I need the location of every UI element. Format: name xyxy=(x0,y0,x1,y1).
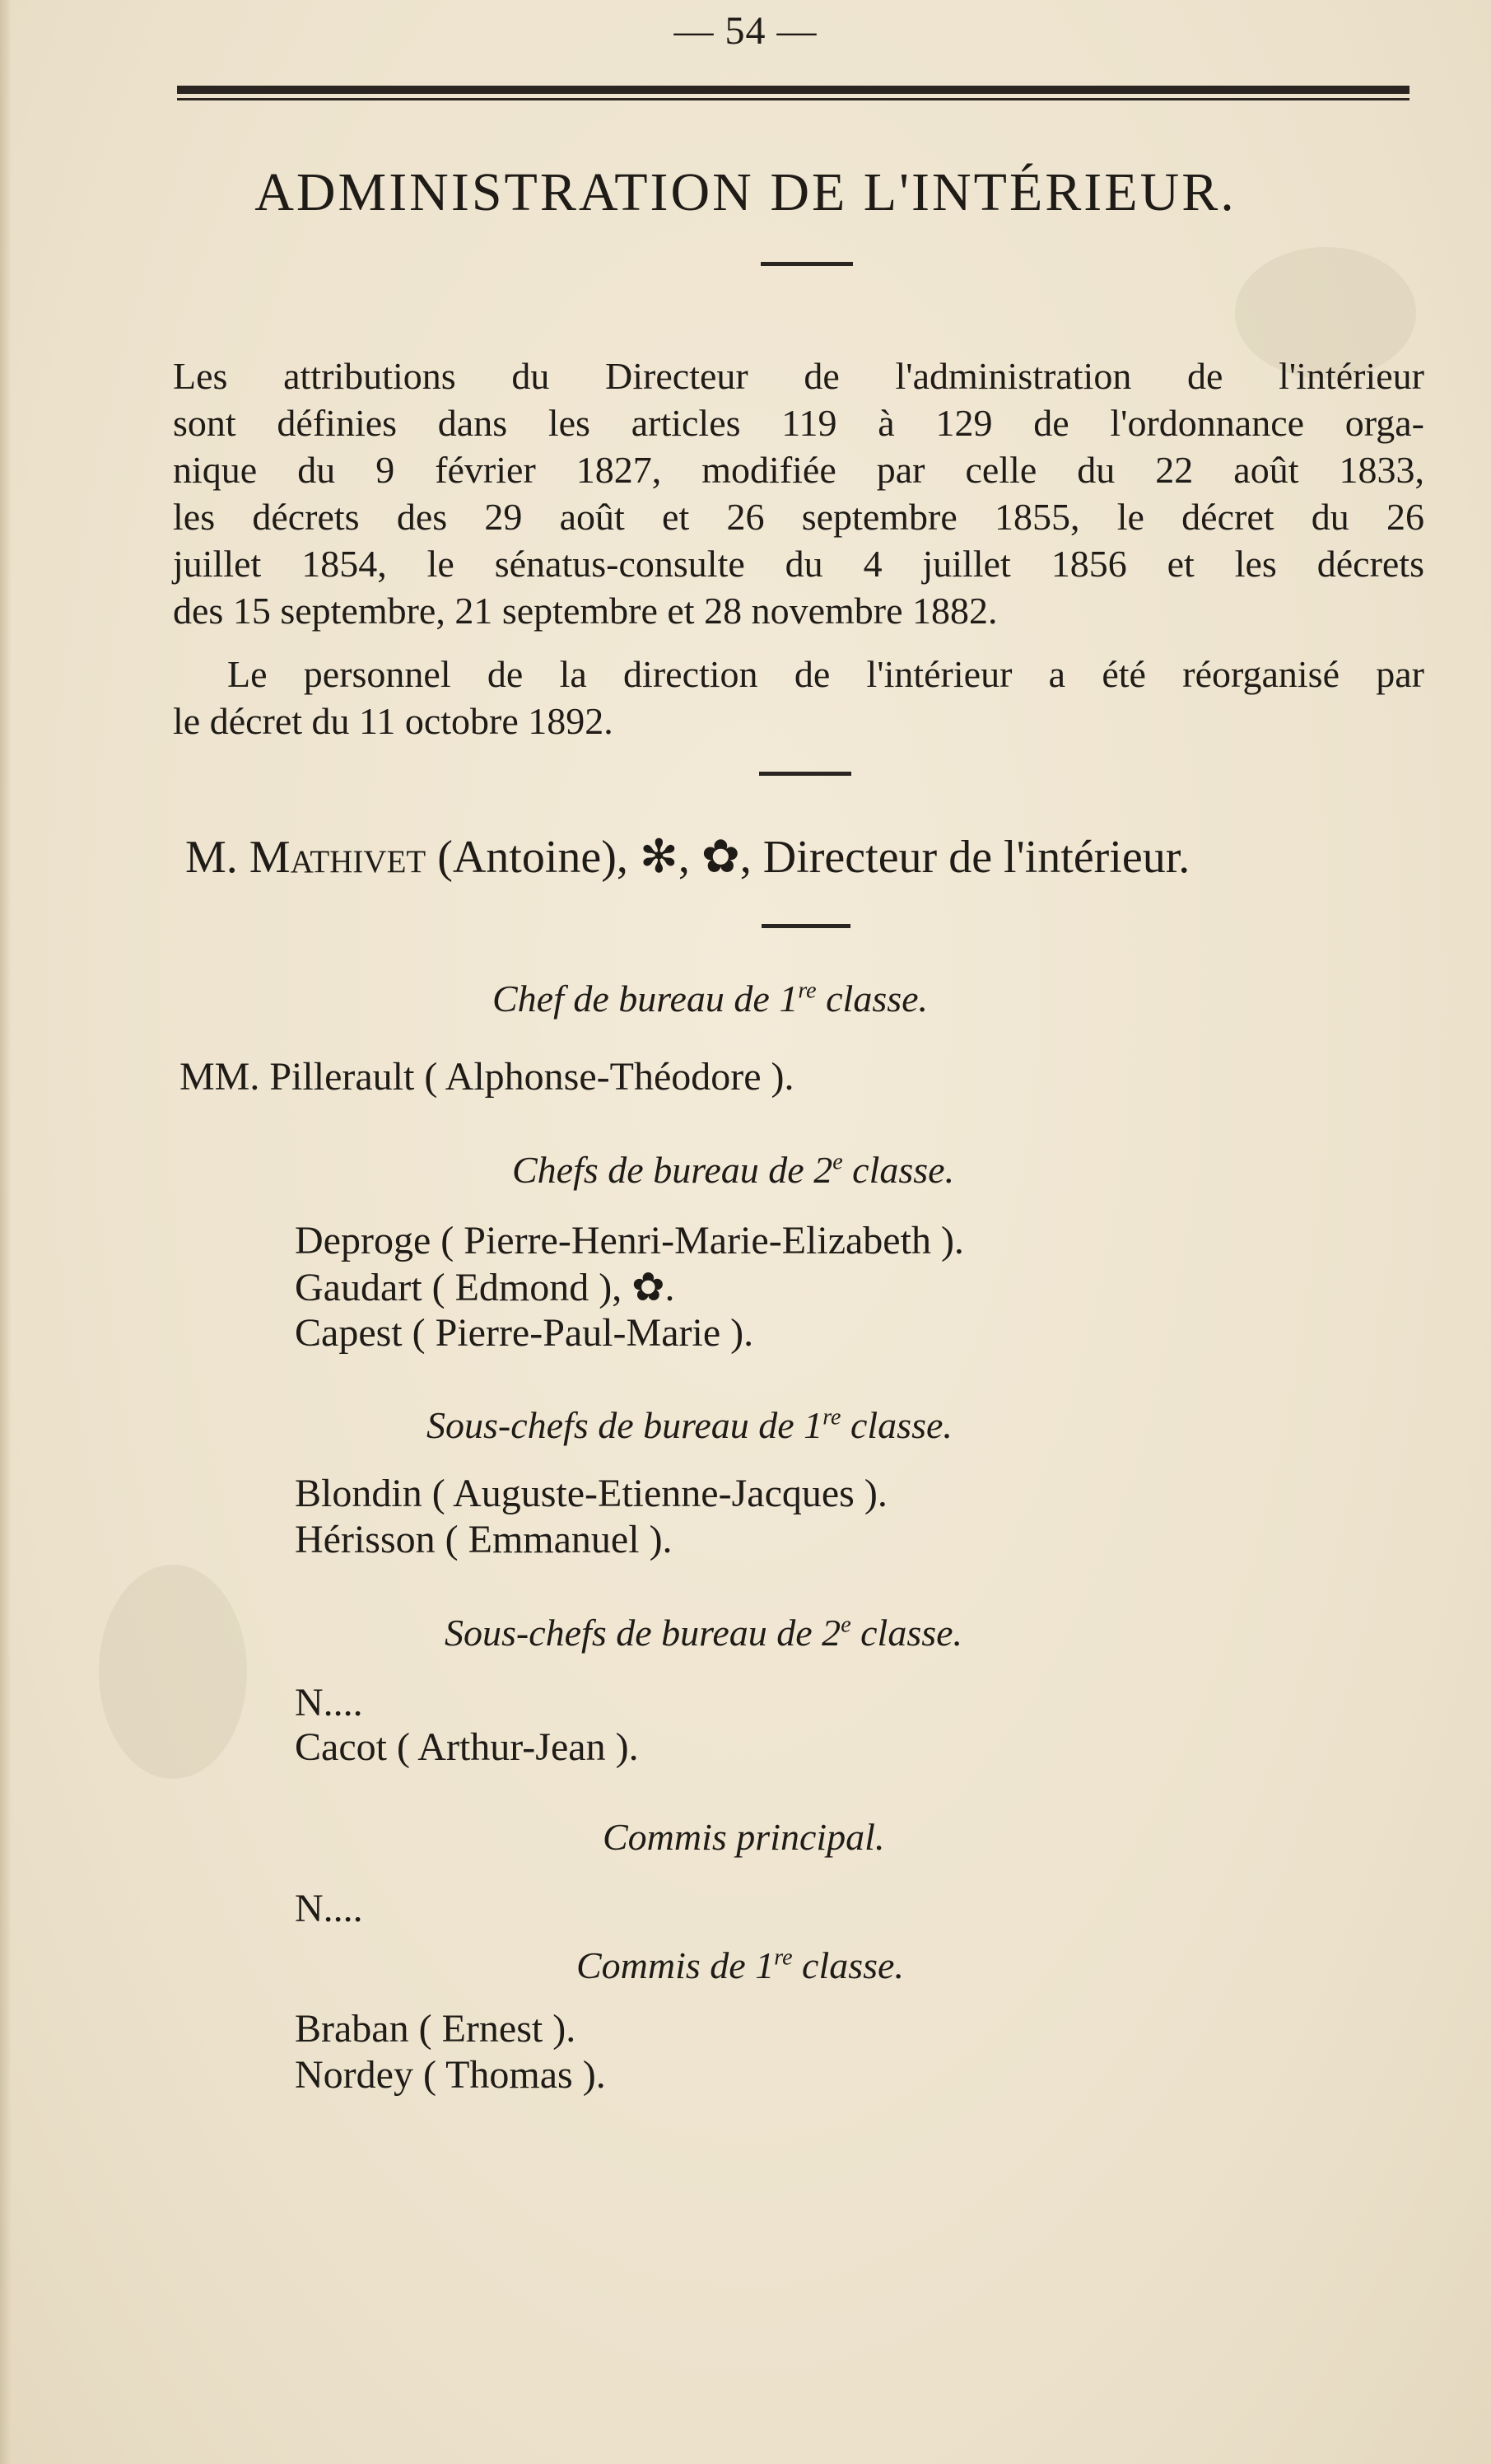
staff-entry: Braban ( Ernest ). xyxy=(295,2007,576,2051)
intro-line: des 15 septembre, 21 septembre et 28 novembre 1882. xyxy=(173,590,998,632)
intro-paragraph xyxy=(173,352,1424,634)
director-line xyxy=(185,830,1190,884)
page-edge-shadow xyxy=(0,0,12,2464)
staff-entry: Gaudart ( Edmond ), ✿. xyxy=(295,1266,675,1309)
director-surname: Mathivet xyxy=(249,832,426,883)
personnel-line: le décret du 11 octobre 1892. xyxy=(173,700,613,742)
director-prefix: M. xyxy=(185,832,238,883)
section-heading: ADMINISTRATION DE L'INTÉRIEUR. xyxy=(254,162,1237,222)
staff-entry: Hérisson ( Emmanuel ). xyxy=(295,1518,673,1561)
paper-stain xyxy=(99,1565,247,1779)
staff-entry: Blondin ( Auguste-Etienne-Jacques ). xyxy=(295,1472,888,1515)
section-title: Chef de bureau de 1re classe. xyxy=(492,978,929,1020)
director-divider xyxy=(762,924,850,928)
staff-entry: N.... xyxy=(295,1887,363,1930)
staff-entry: MM. Pillerault ( Alphonse-Théodore ). xyxy=(179,1055,794,1099)
intro-line: juillet 1854, le sénatus-consulte du 4 juillet 1856 et les décrets xyxy=(173,543,1424,585)
intro-line: Les attributions du Directeur de l'administration de l'intérieur xyxy=(173,355,1424,397)
intro-line: nique du 9 février 1827, modifiée par celle du 22 août 1833, xyxy=(173,449,1424,491)
page-number: — 54 — xyxy=(673,9,818,53)
section-title: Commis de 1re classe. xyxy=(576,1944,904,1986)
header-rule-thick xyxy=(177,86,1409,94)
section-title: Chefs de bureau de 2e classe. xyxy=(512,1149,955,1191)
paragraph-divider xyxy=(759,772,851,776)
personnel-line: Le personnel de la direction de l'intérieur a été réorganisé par xyxy=(227,653,1424,695)
staff-entry: Capest ( Pierre-Paul-Marie ). xyxy=(295,1311,754,1355)
section-title: Commis principal. xyxy=(603,1816,885,1858)
header-rule-thin xyxy=(177,98,1409,100)
section-title: Sous-chefs de bureau de 2e classe. xyxy=(445,1612,963,1654)
staff-entry: Nordey ( Thomas ). xyxy=(295,2053,606,2097)
staff-entry: Deproge ( Pierre-Henri-Marie-Elizabeth ). xyxy=(295,1219,964,1262)
personnel-paragraph xyxy=(173,651,1424,744)
section-title: Sous-chefs de bureau de 1re classe. xyxy=(426,1404,953,1446)
staff-entry: N.... xyxy=(295,1681,363,1724)
staff-entry: Cacot ( Arthur-Jean ). xyxy=(295,1725,639,1769)
director-details: (Antoine), ✻, ✿, Directeur de l'intérieur. xyxy=(426,832,1190,883)
heading-divider xyxy=(761,262,853,266)
intro-line: sont définies dans les articles 119 à 129 de l'ordonnance orga- xyxy=(173,402,1424,444)
intro-line: les décrets des 29 août et 26 septembre 1855, le décret du 26 xyxy=(173,496,1424,538)
